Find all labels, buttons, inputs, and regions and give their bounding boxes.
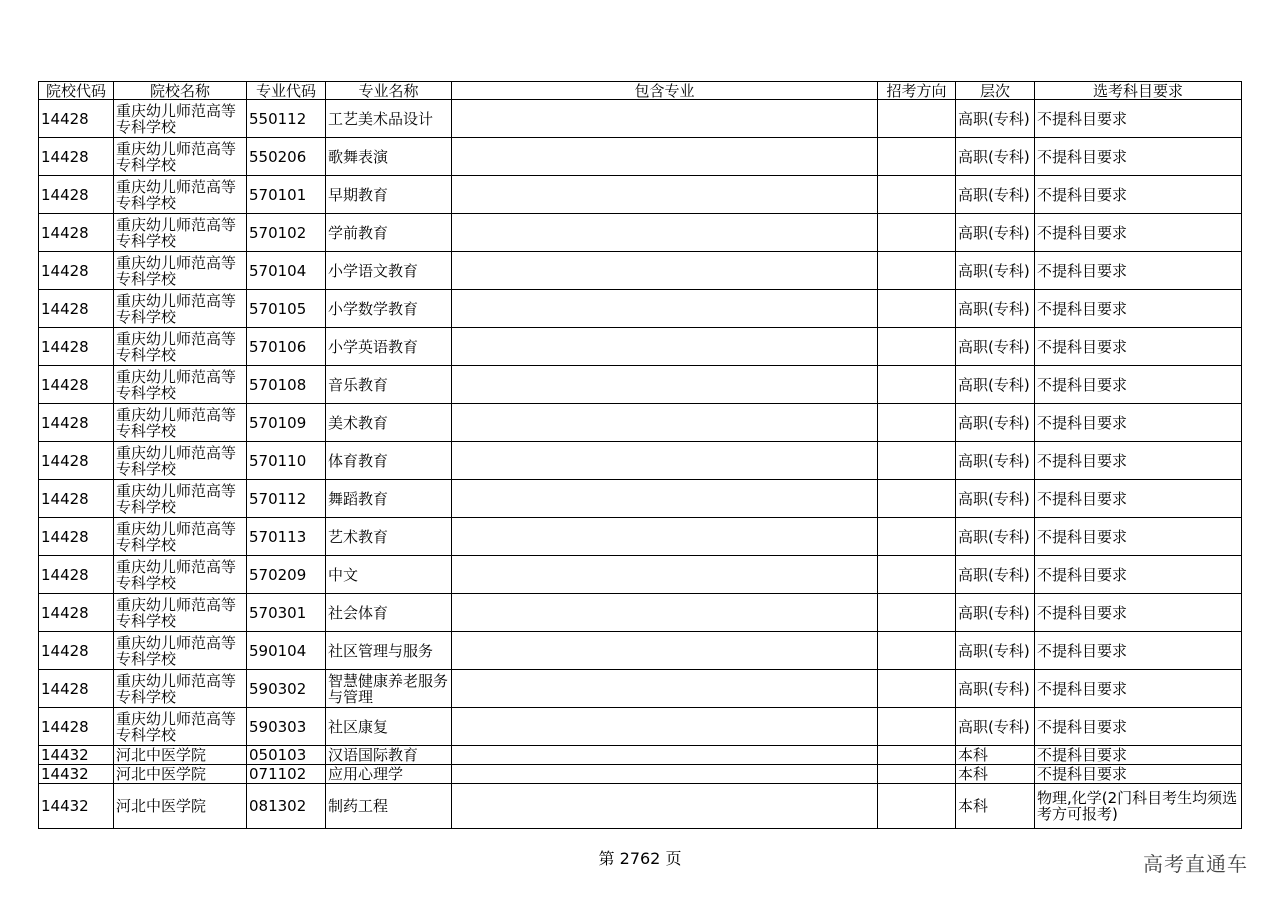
table-row: [39, 214, 1242, 252]
requirement-cell: 不提科目要求: [1035, 556, 1242, 594]
requirement-cell: 不提科目要求: [1035, 746, 1242, 765]
school-code-cell: 14428: [39, 328, 114, 366]
school-code-cell: 14428: [39, 252, 114, 290]
level-cell: 高职(专科): [956, 442, 1035, 480]
table-row: [39, 632, 1242, 670]
school-code-cell: 14428: [39, 366, 114, 404]
table-row: [39, 138, 1242, 176]
school-code-cell: 14428: [39, 556, 114, 594]
school-name-cell: 河北中医学院: [114, 746, 247, 765]
school-code-cell: 14428: [39, 290, 114, 328]
direction-cell: [878, 100, 956, 138]
school-code-cell: 14428: [39, 480, 114, 518]
included-majors-cell: [452, 100, 878, 138]
included-majors-cell: [452, 366, 878, 404]
included-majors-cell: [452, 556, 878, 594]
included-majors-cell: [452, 632, 878, 670]
major-name-cell: 艺术教育: [326, 518, 452, 556]
included-majors-cell: [452, 176, 878, 214]
major-name-cell: 中文: [326, 556, 452, 594]
major-code-cell: 550112: [247, 100, 326, 138]
major-code-cell: 570108: [247, 366, 326, 404]
major-name-cell: 小学英语教育: [326, 328, 452, 366]
included-majors-cell: [452, 518, 878, 556]
direction-cell: [878, 746, 956, 765]
major-code-cell: 570113: [247, 518, 326, 556]
level-cell: 高职(专科): [956, 404, 1035, 442]
school-code-cell: 14432: [39, 746, 114, 765]
major-name-cell: 歌舞表演: [326, 138, 452, 176]
header-direction: 招考方向: [878, 82, 956, 100]
school-name-cell: 重庆幼儿师范高等专科学校: [114, 518, 247, 556]
school-code-cell: 14428: [39, 100, 114, 138]
watermark-text: 高考直通车: [1143, 852, 1248, 876]
major-code-cell: 550206: [247, 138, 326, 176]
requirement-cell: 不提科目要求: [1035, 100, 1242, 138]
major-name-cell: 社区康复: [326, 708, 452, 746]
page-number: 第 2762 页: [598, 849, 682, 868]
school-name-cell: 重庆幼儿师范高等专科学校: [114, 708, 247, 746]
requirement-cell: 不提科目要求: [1035, 480, 1242, 518]
included-majors-cell: [452, 252, 878, 290]
major-code-cell: 050103: [247, 746, 326, 765]
included-majors-cell: [452, 670, 878, 708]
level-cell: 高职(专科): [956, 100, 1035, 138]
table-row: [39, 518, 1242, 556]
school-name-cell: 重庆幼儿师范高等专科学校: [114, 366, 247, 404]
major-code-cell: 570112: [247, 480, 326, 518]
major-code-cell: 570104: [247, 252, 326, 290]
requirement-cell: 不提科目要求: [1035, 594, 1242, 632]
direction-cell: [878, 366, 956, 404]
major-code-cell: 590302: [247, 670, 326, 708]
school-name-cell: 重庆幼儿师范高等专科学校: [114, 214, 247, 252]
requirement-cell: 物理,化学(2门科目考生均须选考方可报考): [1035, 784, 1242, 829]
requirement-cell: 不提科目要求: [1035, 252, 1242, 290]
header-included-majors: 包含专业: [452, 82, 878, 100]
level-cell: 高职(专科): [956, 556, 1035, 594]
school-name-cell: 重庆幼儿师范高等专科学校: [114, 480, 247, 518]
direction-cell: [878, 442, 956, 480]
major-name-cell: 工艺美术品设计: [326, 100, 452, 138]
major-code-cell: 570106: [247, 328, 326, 366]
requirement-cell: 不提科目要求: [1035, 328, 1242, 366]
table-row: [39, 328, 1242, 366]
level-cell: 高职(专科): [956, 214, 1035, 252]
school-name-cell: 重庆幼儿师范高等专科学校: [114, 138, 247, 176]
level-cell: 高职(专科): [956, 328, 1035, 366]
school-code-cell: 14428: [39, 708, 114, 746]
school-name-cell: 重庆幼儿师范高等专科学校: [114, 632, 247, 670]
major-name-cell: 舞蹈教育: [326, 480, 452, 518]
header-school-name: 院校名称: [114, 82, 247, 100]
major-code-cell: 570105: [247, 290, 326, 328]
level-cell: 高职(专科): [956, 670, 1035, 708]
school-name-cell: 重庆幼儿师范高等专科学校: [114, 100, 247, 138]
header-major-name: 专业名称: [326, 82, 452, 100]
major-code-cell: 570109: [247, 404, 326, 442]
school-name-cell: 重庆幼儿师范高等专科学校: [114, 328, 247, 366]
direction-cell: [878, 404, 956, 442]
included-majors-cell: [452, 328, 878, 366]
level-cell: 高职(专科): [956, 290, 1035, 328]
table-row: [39, 784, 1242, 829]
direction-cell: [878, 176, 956, 214]
level-cell: 高职(专科): [956, 176, 1035, 214]
table-row: [39, 176, 1242, 214]
table-row: [39, 708, 1242, 746]
direction-cell: [878, 518, 956, 556]
header-row: [39, 82, 1242, 100]
school-name-cell: 重庆幼儿师范高等专科学校: [114, 252, 247, 290]
level-cell: 高职(专科): [956, 594, 1035, 632]
direction-cell: [878, 556, 956, 594]
admission-table: [38, 81, 1242, 829]
school-code-cell: 14428: [39, 442, 114, 480]
level-cell: 高职(专科): [956, 632, 1035, 670]
included-majors-cell: [452, 746, 878, 765]
table-row: [39, 252, 1242, 290]
requirement-cell: 不提科目要求: [1035, 765, 1242, 784]
direction-cell: [878, 765, 956, 784]
school-name-cell: 重庆幼儿师范高等专科学校: [114, 670, 247, 708]
included-majors-cell: [452, 138, 878, 176]
level-cell: 本科: [956, 784, 1035, 829]
level-cell: 高职(专科): [956, 366, 1035, 404]
requirement-cell: 不提科目要求: [1035, 290, 1242, 328]
school-name-cell: 重庆幼儿师范高等专科学校: [114, 556, 247, 594]
requirement-cell: 不提科目要求: [1035, 138, 1242, 176]
school-name-cell: 重庆幼儿师范高等专科学校: [114, 404, 247, 442]
level-cell: 本科: [956, 746, 1035, 765]
level-cell: 高职(专科): [956, 252, 1035, 290]
level-cell: 高职(专科): [956, 138, 1035, 176]
included-majors-cell: [452, 480, 878, 518]
direction-cell: [878, 708, 956, 746]
major-code-cell: 570301: [247, 594, 326, 632]
direction-cell: [878, 632, 956, 670]
included-majors-cell: [452, 708, 878, 746]
table-row: [39, 442, 1242, 480]
major-code-cell: 590104: [247, 632, 326, 670]
direction-cell: [878, 328, 956, 366]
school-name-cell: 重庆幼儿师范高等专科学校: [114, 176, 247, 214]
included-majors-cell: [452, 214, 878, 252]
requirement-cell: 不提科目要求: [1035, 404, 1242, 442]
requirement-cell: 不提科目要求: [1035, 518, 1242, 556]
requirement-cell: 不提科目要求: [1035, 176, 1242, 214]
major-name-cell: 社会体育: [326, 594, 452, 632]
school-code-cell: 14428: [39, 632, 114, 670]
header-subject-requirement: 选考科目要求: [1035, 82, 1242, 100]
major-name-cell: 学前教育: [326, 214, 452, 252]
major-code-cell: 081302: [247, 784, 326, 829]
requirement-cell: 不提科目要求: [1035, 632, 1242, 670]
direction-cell: [878, 252, 956, 290]
school-code-cell: 14428: [39, 214, 114, 252]
major-code-cell: 570101: [247, 176, 326, 214]
header-school-code: 院校代码: [39, 82, 114, 100]
direction-cell: [878, 480, 956, 518]
requirement-cell: 不提科目要求: [1035, 670, 1242, 708]
school-name-cell: 重庆幼儿师范高等专科学校: [114, 290, 247, 328]
school-code-cell: 14432: [39, 765, 114, 784]
table-row: [39, 480, 1242, 518]
included-majors-cell: [452, 442, 878, 480]
major-name-cell: 汉语国际教育: [326, 746, 452, 765]
major-code-cell: 570110: [247, 442, 326, 480]
requirement-cell: 不提科目要求: [1035, 366, 1242, 404]
table-row: [39, 556, 1242, 594]
requirement-cell: 不提科目要求: [1035, 214, 1242, 252]
major-name-cell: 美术教育: [326, 404, 452, 442]
table-row: [39, 594, 1242, 632]
major-name-cell: 智慧健康养老服务与管理: [326, 670, 452, 708]
major-name-cell: 体育教育: [326, 442, 452, 480]
school-code-cell: 14432: [39, 784, 114, 829]
major-name-cell: 社区管理与服务: [326, 632, 452, 670]
major-name-cell: 制药工程: [326, 784, 452, 829]
table-row: [39, 765, 1242, 784]
table-row: [39, 670, 1242, 708]
header-major-code: 专业代码: [247, 82, 326, 100]
major-name-cell: 小学语文教育: [326, 252, 452, 290]
school-code-cell: 14428: [39, 518, 114, 556]
table-row: [39, 404, 1242, 442]
direction-cell: [878, 784, 956, 829]
level-cell: 高职(专科): [956, 518, 1035, 556]
school-code-cell: 14428: [39, 670, 114, 708]
major-code-cell: 071102: [247, 765, 326, 784]
requirement-cell: 不提科目要求: [1035, 442, 1242, 480]
requirement-cell: 不提科目要求: [1035, 708, 1242, 746]
level-cell: 本科: [956, 765, 1035, 784]
major-name-cell: 小学数学教育: [326, 290, 452, 328]
direction-cell: [878, 594, 956, 632]
school-code-cell: 14428: [39, 404, 114, 442]
header-level: 层次: [956, 82, 1035, 100]
direction-cell: [878, 138, 956, 176]
major-name-cell: 音乐教育: [326, 366, 452, 404]
direction-cell: [878, 670, 956, 708]
school-name-cell: 重庆幼儿师范高等专科学校: [114, 442, 247, 480]
level-cell: 高职(专科): [956, 708, 1035, 746]
included-majors-cell: [452, 784, 878, 829]
included-majors-cell: [452, 404, 878, 442]
school-name-cell: 重庆幼儿师范高等专科学校: [114, 594, 247, 632]
included-majors-cell: [452, 765, 878, 784]
table-row: [39, 100, 1242, 138]
table-row: [39, 366, 1242, 404]
direction-cell: [878, 214, 956, 252]
included-majors-cell: [452, 290, 878, 328]
table-row: [39, 746, 1242, 765]
school-name-cell: 河北中医学院: [114, 765, 247, 784]
table-row: [39, 290, 1242, 328]
school-name-cell: 河北中医学院: [114, 784, 247, 829]
school-code-cell: 14428: [39, 176, 114, 214]
school-code-cell: 14428: [39, 594, 114, 632]
level-cell: 高职(专科): [956, 480, 1035, 518]
major-name-cell: 早期教育: [326, 176, 452, 214]
included-majors-cell: [452, 594, 878, 632]
major-code-cell: 570102: [247, 214, 326, 252]
major-code-cell: 590303: [247, 708, 326, 746]
major-name-cell: 应用心理学: [326, 765, 452, 784]
major-code-cell: 570209: [247, 556, 326, 594]
school-code-cell: 14428: [39, 138, 114, 176]
direction-cell: [878, 290, 956, 328]
